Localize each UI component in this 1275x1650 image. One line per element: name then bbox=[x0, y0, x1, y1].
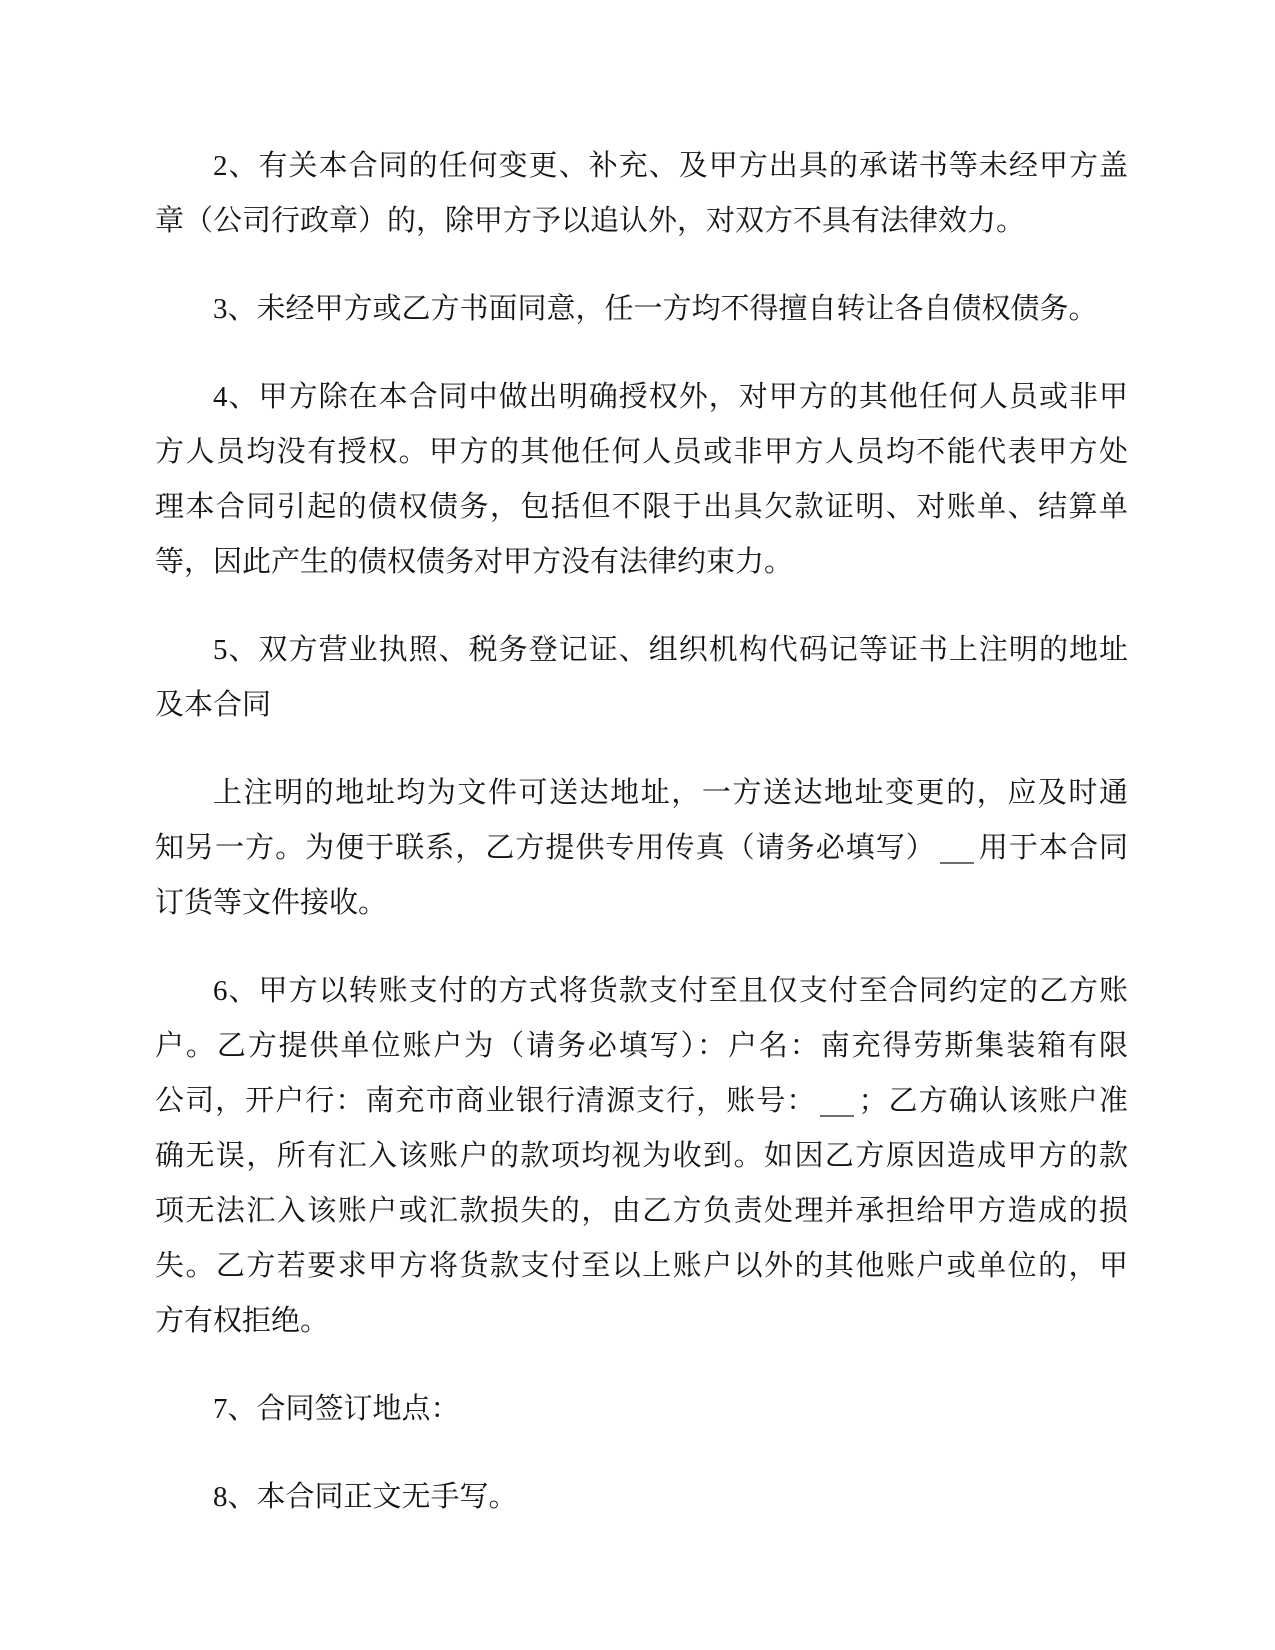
text-segment: 公司，开户行：南充市商业银行清源支行，账号： bbox=[155, 1085, 817, 1117]
text-line bbox=[155, 1294, 1128, 1349]
text-segment: 户。乙方提供单位账户为（请务必填写）：户名：南充得劳斯集装箱有限 bbox=[155, 1030, 1128, 1062]
document-body bbox=[155, 139, 1128, 1558]
text-line bbox=[155, 678, 1128, 733]
text-line bbox=[155, 370, 1128, 425]
text-segment: 理本合同引起的债权债务，包括但不限于出具欠款证明、对账单、结算单 bbox=[155, 491, 1128, 523]
clause-8 bbox=[155, 1470, 1128, 1525]
clause-4 bbox=[155, 370, 1128, 590]
text-segment: 项无法汇入该账户或汇款损失的，由乙方负责处理并承担给甲方造成的损 bbox=[155, 1195, 1128, 1227]
text-line bbox=[155, 1019, 1128, 1074]
text-line bbox=[155, 535, 1128, 590]
text-segment: 订货等文件接收。 bbox=[155, 887, 388, 919]
text-line bbox=[155, 876, 1128, 931]
clause-3 bbox=[155, 282, 1128, 337]
text-line bbox=[155, 1184, 1128, 1239]
clause-7 bbox=[155, 1382, 1128, 1437]
text-segment: 2、有关本合同的任何变更、补充、及甲方出具的承诺书等未经甲方盖 bbox=[213, 150, 1128, 182]
text-line bbox=[155, 1074, 1128, 1129]
text-line bbox=[155, 1239, 1128, 1294]
text-line bbox=[155, 480, 1128, 535]
clause-2 bbox=[155, 139, 1128, 249]
text-line bbox=[155, 282, 1128, 337]
text-line bbox=[155, 139, 1128, 194]
text-segment: 3、未经甲方或乙方书面同意，任一方均不得擅自转让各自债权债务。 bbox=[213, 293, 1098, 325]
text-segment: ；乙方确认该账户准 bbox=[858, 1085, 1128, 1117]
fill-in-blank-underline bbox=[820, 1086, 854, 1117]
text-segment: 6、甲方以转账支付的方式将货款支付至且仅支付至合同约定的乙方账 bbox=[213, 975, 1128, 1007]
clause-5-continuation bbox=[155, 766, 1128, 931]
text-segment: 方有权拒绝。 bbox=[155, 1305, 330, 1337]
text-line bbox=[155, 425, 1128, 480]
text-segment: 知另一方。为便于联系，乙方提供专用传真（请务必填写） bbox=[155, 832, 936, 864]
text-line bbox=[155, 821, 1128, 876]
text-segment: 7、合同签订地点： bbox=[213, 1393, 460, 1425]
text-segment: 等，因此产生的债权债务对甲方没有法律约束力。 bbox=[155, 546, 794, 578]
clause-5 bbox=[155, 623, 1128, 733]
text-line bbox=[155, 766, 1128, 821]
text-line bbox=[155, 1129, 1128, 1184]
text-line bbox=[155, 194, 1128, 249]
text-segment: 5、双方营业执照、税务登记证、组织机构代码记等证书上注明的地址 bbox=[213, 634, 1128, 666]
text-line bbox=[155, 623, 1128, 678]
text-segment: 8、本合同正文无手写。 bbox=[213, 1481, 518, 1513]
text-segment: 及本合同 bbox=[155, 689, 272, 721]
text-segment: 上注明的地址均为文件可送达地址，一方送达地址变更的，应及时通 bbox=[213, 777, 1128, 809]
text-segment: 章（公司行政章）的，除甲方予以追认外，对双方不具有法律效力。 bbox=[155, 205, 1026, 237]
text-segment: 方人员均没有授权。甲方的其他任何人员或非甲方人员均不能代表甲方处 bbox=[155, 436, 1128, 468]
fill-in-blank-underline bbox=[940, 833, 974, 864]
text-segment: 失。乙方若要求甲方将货款支付至以上账户以外的其他账户或单位的，甲 bbox=[155, 1250, 1128, 1282]
text-segment: 用于本合同 bbox=[977, 832, 1128, 864]
text-line bbox=[155, 1382, 1128, 1437]
clause-6 bbox=[155, 964, 1128, 1349]
text-line bbox=[155, 964, 1128, 1019]
text-line bbox=[155, 1470, 1128, 1525]
text-segment: 确无误，所有汇入该账户的款项均视为收到。如因乙方原因造成甲方的款 bbox=[155, 1140, 1128, 1172]
text-segment: 4、甲方除在本合同中做出明确授权外，对甲方的其他任何人员或非甲 bbox=[213, 381, 1128, 413]
